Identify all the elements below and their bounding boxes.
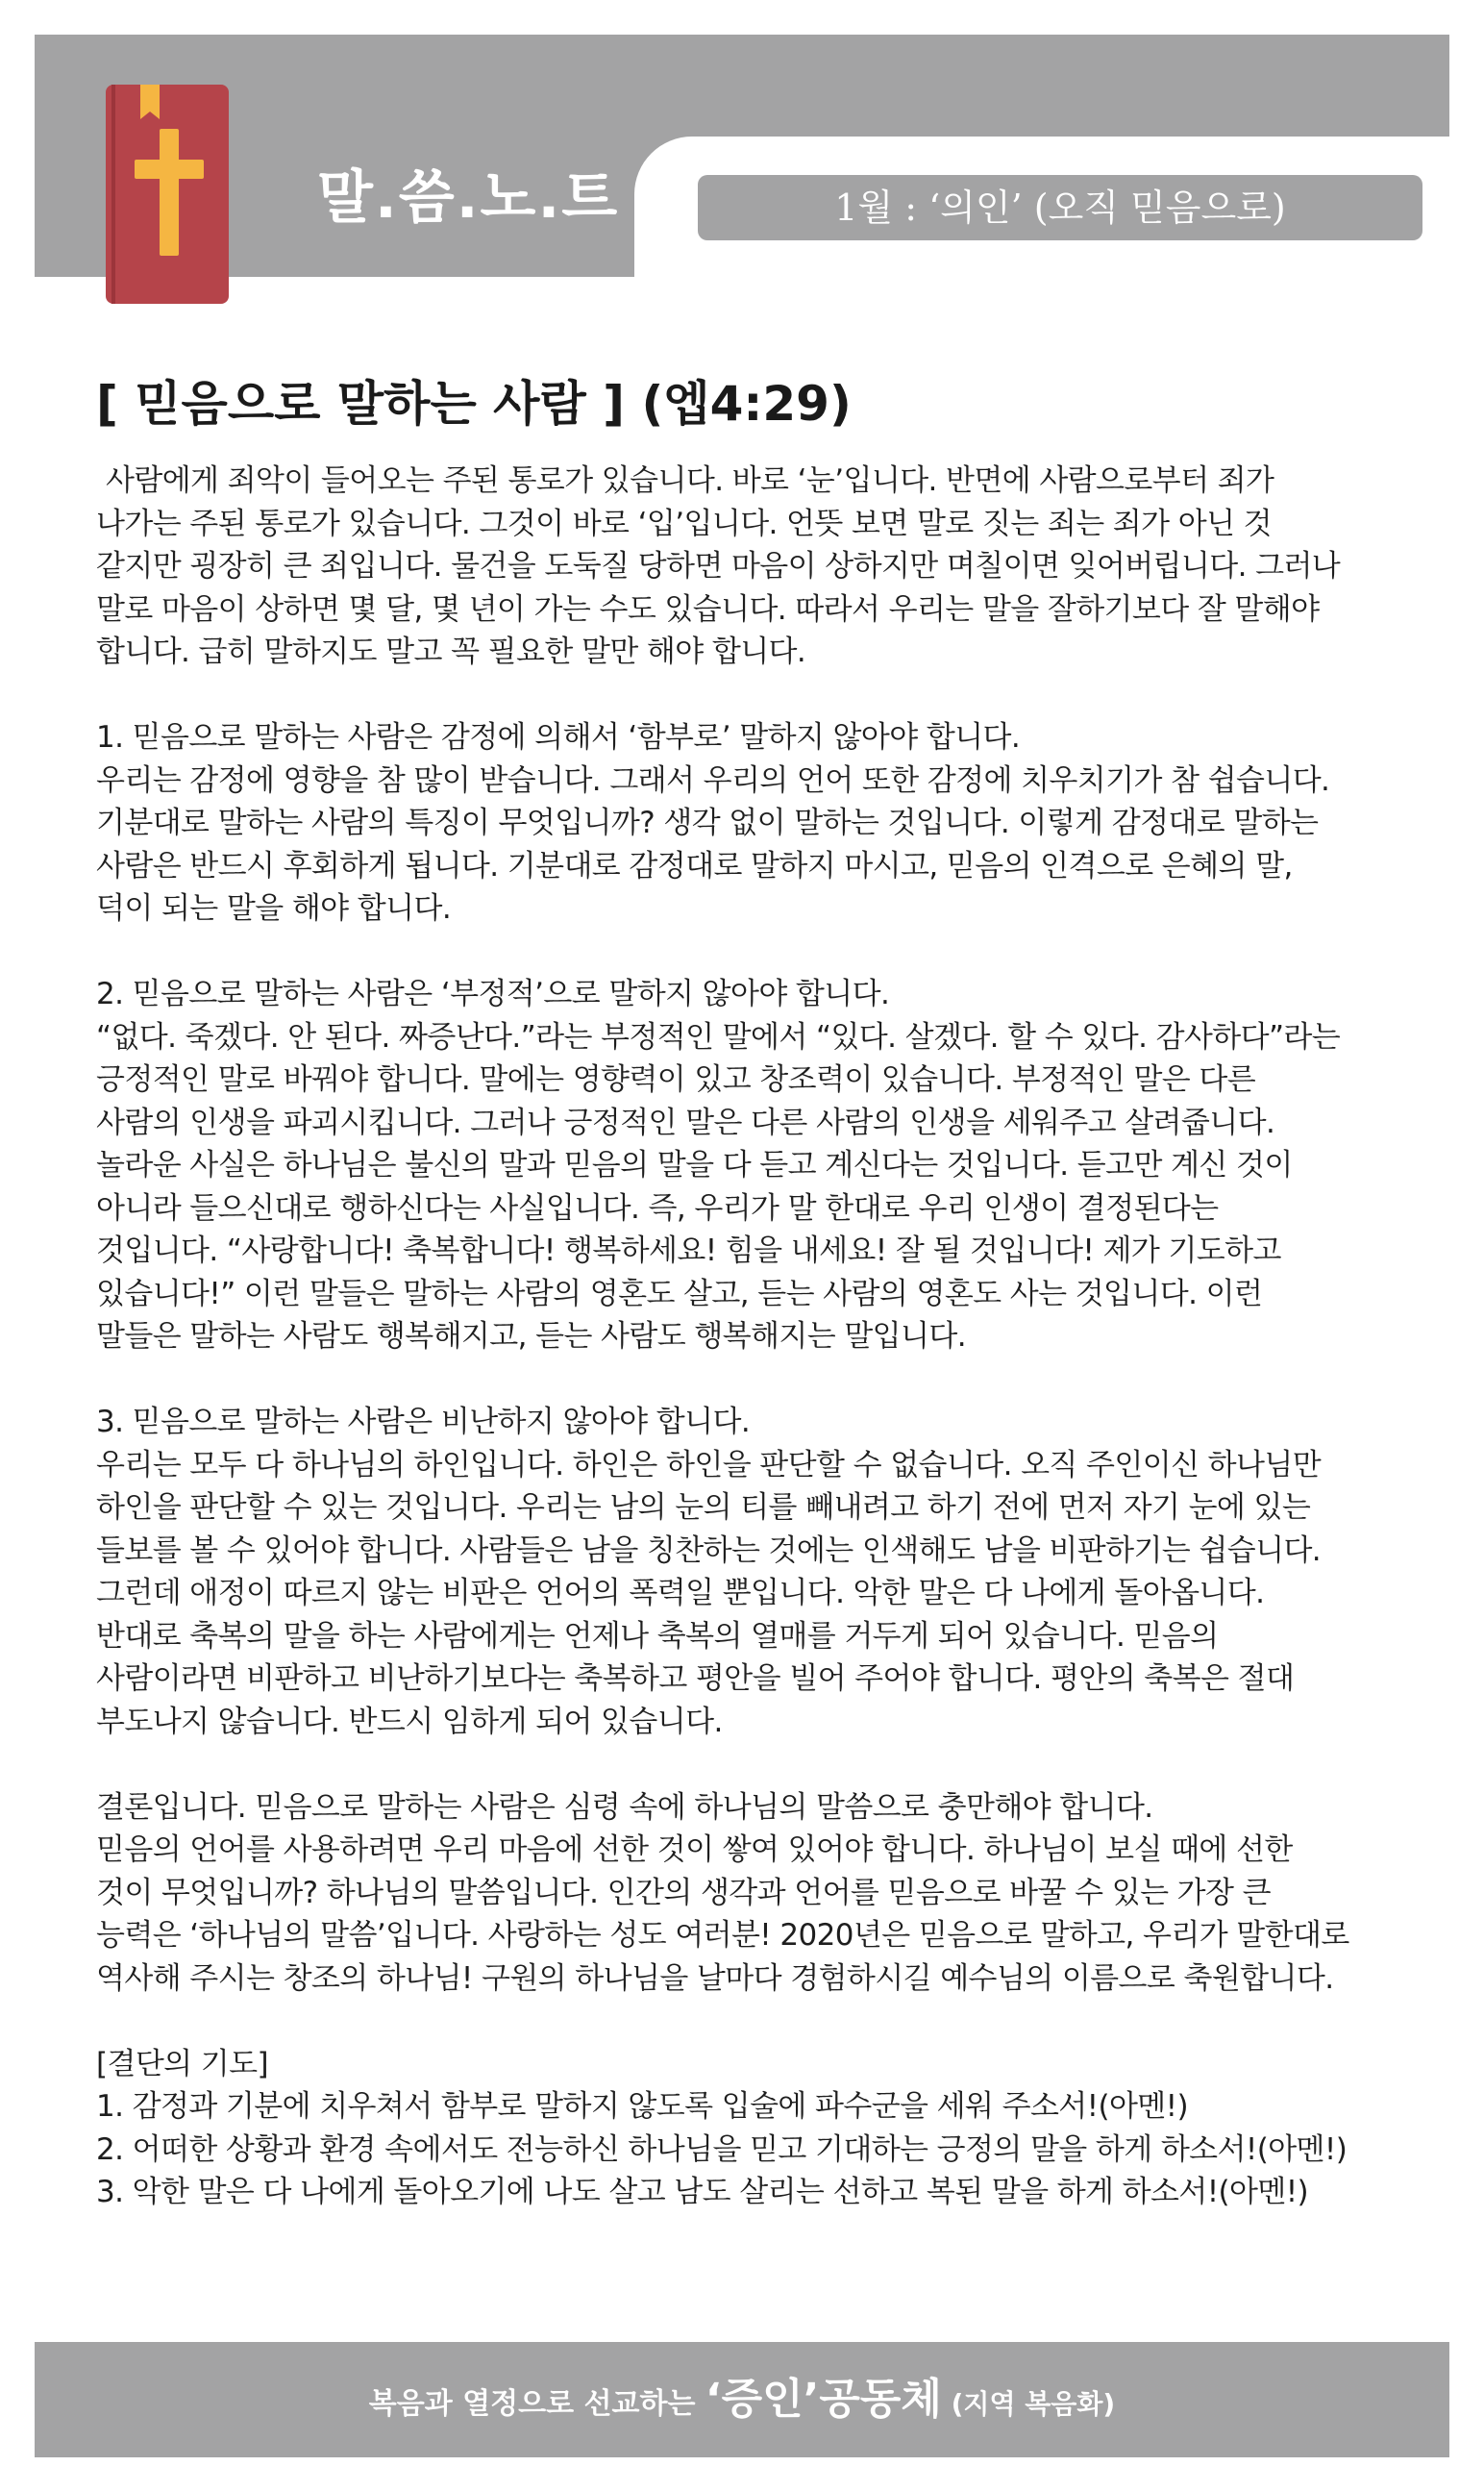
footer-suffix: (지역 복음화) [941,2388,1116,2420]
point-1-paragraph [96,716,1365,931]
prayer-section [96,2043,1365,2214]
text-line: 역사해 주시는 창조의 하나님! 구원의 하나님을 날마다 경험하시길 예수님의 이름으로 축원합니다. [96,1960,1334,1996]
text-line: 합니다. 급히 말하지도 말고 꼭 필요한 말만 해야 합니다. [96,635,806,669]
text-line: 놀라운 사실은 하나님은 불신의 말과 믿음의 말을 다 듣고 계신다는 것입니다. 듣고만 계신 것이 [96,1148,1293,1183]
footer-highlight: ‘증인’공동체 [705,2375,942,2424]
text-line: 사람에게 죄악이 들어오는 주된 통로가 있습니다. 바로 ‘눈’입니다. 반면에 사람으로부터 죄가 [106,463,1274,498]
point-heading: 3. 믿음으로 말하는 사람은 비난하지 않아야 합니다. [96,1405,751,1439]
text-line: 우리는 모두 다 하나님의 하인입니다. 하인은 하인을 판단할 수 없습니다. 오직 주인이신 하나님만 [96,1447,1322,1482]
bible-cross-icon [106,85,229,304]
app-title: 말.씀.노.트 [317,164,620,232]
sermon-title: [ 믿음으로 말하는 사람 ] (엡4:29) [96,376,852,432]
point-heading: 2. 믿음으로 말하는 사람은 ‘부정적’으로 말하지 않아야 합니다. [96,977,890,1011]
footer-banner [35,2342,1449,2457]
sermon-body [96,460,1365,2214]
text-line: 사람이라면 비판하고 비난하기보다는 축복하고 평안을 빌어 주어야 합니다. 평안의 축복은 절대 [96,1661,1295,1696]
text-line: 나가는 주된 통로가 있습니다. 그것이 바로 ‘입’입니다. 언뜻 보면 말로 짓는 죄는 죄가 아닌 것 [96,506,1273,541]
point-heading: 1. 믿음으로 말하는 사람은 감정에 의해서 ‘함부로’ 말하지 않아야 합니다. [96,720,1021,755]
text-line: 있습니다!” 이런 말들은 말하는 사람의 영혼도 살고, 듣는 사람의 영혼도 사는 것입니다. 이런 [96,1276,1263,1311]
point-heading: 결론입니다. 믿음으로 말하는 사람은 심령 속에 하나님의 말씀으로 충만해야 합니다. [96,1789,1153,1825]
text-line: 사람은 반드시 후회하게 됩니다. 기분대로 감정대로 말하지 마시고, 믿음의 인격으로 은혜의 말, [96,848,1293,884]
text-line: 하인을 판단할 수 있는 것입니다. 우리는 남의 눈의 티를 빼내려고 하기 전에 먼저 자기 눈에 있는 [96,1490,1311,1525]
text-line: 능력은 ‘하나님의 말씀’입니다. 사랑하는 성도 여러분! 2020년은 믿음으로 말하고, 우리가 말한대로 [96,1918,1349,1953]
text-line: “없다. 죽겠다. 안 된다. 짜증난다.”라는 부정적인 말에서 “있다. 살겠다. 할 수 있다. 감사하다”라는 [96,1019,1341,1055]
footer-prefix: 복음과 열정으로 선교하는 [368,2387,705,2421]
text-line: 부도나지 않습니다. 반드시 임하게 되어 있습니다. [96,1704,723,1739]
text-line: 기분대로 말하는 사람의 특징이 무엇입니까? 생각 없이 말하는 것입니다. 이렇게 감정대로 말하는 [96,806,1319,840]
text-line: 것입니다. “사랑합니다! 축복합니다! 행복하세요! 힘을 내세요! 잘 될 것입니다! 제가 기도하고 [96,1233,1281,1268]
text-line: 덕이 되는 말을 해야 합니다. [96,891,452,926]
text-line: 말로 마음이 상하면 몇 달, 몇 년이 가는 수도 있습니다. 따라서 우리는 말을 잘하기보다 잘 말해야 [96,591,1320,627]
intro-paragraph [96,460,1365,674]
text-line: 긍정적인 말로 바꿔야 합니다. 말에는 영향력이 있고 창조력이 있습니다. 부정적인 말은 다른 [96,1062,1256,1097]
prayer-item: 3. 악한 말은 다 나에게 돌아오기에 나도 살고 남도 살리는 선하고 복된 말을 하게 하소서!(아멘!) [96,2175,1309,2209]
text-line: 말들은 말하는 사람도 행복해지고, 듣는 사람도 행복해지는 말입니다. [96,1319,966,1354]
text-line: 반대로 축복의 말을 하는 사람에게는 언제나 축복의 열매를 거두게 되어 있습니다. 믿음의 [96,1618,1219,1654]
text-line: 우리는 감정에 영향을 참 많이 받습니다. 그래서 우리의 언어 또한 감정에 치우치기가 참 쉽습니다. [96,762,1330,798]
text-line: 그런데 애정이 따르지 않는 비판은 언어의 폭력일 뿐입니다. 악한 말은 다 나에게 돌아옵니다. [96,1576,1265,1610]
prayer-item: 2. 어떠한 상황과 환경 속에서도 전능하신 하나님을 믿고 기대하는 긍정의 말을 하게 하소서!(아멘!) [96,2131,1348,2167]
prayer-heading: [결단의 기도] [96,2046,268,2081]
prayer-item: 1. 감정과 기분에 치우쳐서 함부로 말하지 않도록 입술에 파수군을 세워 주소서!(아멘!) [96,2089,1188,2124]
point-2-paragraph [96,973,1365,1358]
point-3-paragraph [96,1401,1365,1743]
conclusion-paragraph [96,1786,1365,2001]
text-line: 것이 무엇입니까? 하나님의 말씀입니다. 인간의 생각과 언어를 믿음으로 바꿀 수 있는 가장 큰 [96,1875,1271,1910]
month-theme-badge: 1월 : ‘의인’ (오직 믿음으로) [698,175,1422,240]
text-line: 사람의 인생을 파괴시킵니다. 그러나 긍정적인 말은 다른 사람의 인생을 세워주고 살려줍니다. [96,1105,1275,1140]
text-line: 믿음의 언어를 사용하려면 우리 마음에 선한 것이 쌓여 있어야 합니다. 하나님이 보실 때에 선한 [96,1832,1293,1867]
text-line: 아니라 들으신대로 행하신다는 사실입니다. 즉, 우리가 말 한대로 우리 인생이 결정된다는 [96,1190,1219,1226]
text-line: 같지만 굉장히 큰 죄입니다. 물건을 도둑질 당하면 마음이 상하지만 며칠이면 잊어버립니다. 그러나 [96,549,1341,584]
text-line: 들보를 볼 수 있어야 합니다. 사람들은 남을 칭찬하는 것에는 인색해도 남을 비판하기는 쉽습니다. [96,1532,1322,1568]
